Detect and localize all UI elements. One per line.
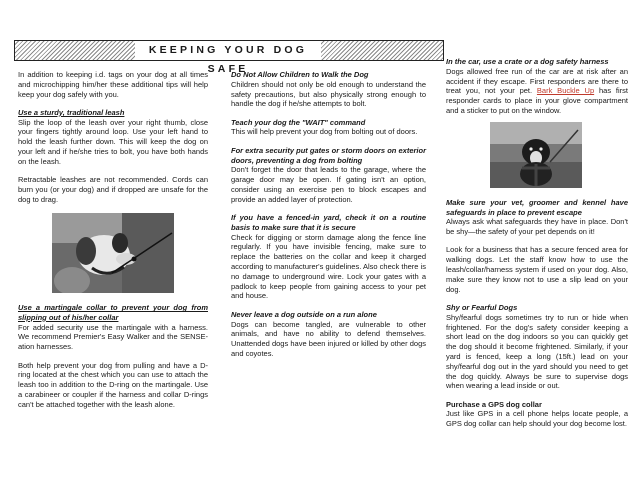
bark-buckle-up-link[interactable]: Bark Buckle Up [536,86,595,96]
column-right [446,57,628,438]
car-body-a: Dogs allowed free run of the car are at risk after an accident if they escape. First responders are there to treat you, not your pet. [446,66,628,96]
column-middle [231,70,426,367]
leash-body: Slip the loop of the leash over your right thumb, close your fingers tightly around loop. Use your left hand to hold the leash further down. This will keep the dog on your left and if he/she tries to bolt, you have both hands on the leash. [18,117,208,166]
retractable-paragraph: Retractable leashes are not recommended. Cords can burn you (or your dog) and if dropped are unsafe for the dog to drag. [18,175,208,204]
wait-section [231,118,426,138]
gps-section [446,400,628,429]
column-left [18,70,208,418]
martingale-body: For added security use the martingale with a harness. We recommend Premier's Easy Walker and the SENSE-ation harnesses. [18,322,208,352]
martingale-heading: Use a martingale collar to prevent your dog from slipping out of his/her collar [18,303,208,322]
fence-heading: If you have a fenced-in yard, check it on a routine basis to make sure that it is secure [231,213,426,232]
shy-section [446,303,628,391]
outside-heading: Never leave a dog outside on a run alone [231,309,377,319]
wait-body: This will help prevent your dog from bolting out of doors. [231,127,418,137]
gates-heading: For extra security put gates or storm doors on exterior doors, preventing a dog from bolting [231,145,426,165]
gps-body: Just like GPS in a cell phone helps locate people, a GPS dog collar can help should your dog become lost. [446,409,628,429]
vet-section [446,198,628,237]
gps-heading: Purchase a GPS dog collar [446,399,542,409]
intro-paragraph: In addition to keeping i.d. tags on your dog at all times and microchipping him/her these additional tips will help keep your dog safely with you. [18,70,208,99]
gates-section [231,146,426,205]
children-body: Children should not only be old enough to understand the safety precautions, but also physically strong enough to handle the dog if he/she attempts to bolt. [231,79,426,109]
fence-body: Check for digging or storm damage along the fence line regularly. If you have invisible fencing, make sure to replace the batteries on the collar and keep it charged according to manufacturer's guidelines. Also check there is no damage to underground wire. Lock your gates with a padlock to keep people from gaining access to your pet and house. [231,232,426,301]
martingale-section [18,303,208,352]
outside-section [231,310,426,359]
car-section [446,57,628,116]
children-section [231,70,426,109]
dog-car-harness-photo [490,122,582,188]
gates-body: Don't forget the door that leads to the garage, where the garage door may be open. If gating isn't an option, consider using an exercise pen to block escapes and provide an added layer of protection. [231,165,426,204]
dring-paragraph: Both help prevent your dog from pulling and have a D-ring located at the chest which you can use to attach the leash too in addition to the D-ring on the martingale. Use a carabineer or coupler if the harness and collar D-rings can't be attached together with the leash alone. [18,360,208,409]
outside-body: Dogs can become tangled, are vulnerable to other animals, and have no ability to defend themselves. Unattended dogs have been injured or killed by other dogs and coyotes. [231,319,426,358]
car-heading: In the car, use a crate or a dog safety harness [446,57,609,66]
wait-heading: Teach your dog the "WAIT" command [231,117,366,127]
page-title: KEEPING YOUR DOG SAFE [135,41,321,60]
leash-section [18,108,208,167]
children-heading: Do Not Allow Children to Walk the Dog [231,70,369,79]
shy-heading: Shy or Fearful Dogs [446,302,518,312]
fence-section [231,213,426,301]
shy-body: Shy/fearful dogs sometimes try to run or hide when frightened. For the dog's safety consider keeping a short lead on the dog indoors so you can quickly get the dog should it become frightened. Similarly, if your yard is fenced, keep a long (15ft.) lead on your shy/fearful dog out in the yard should you need to get the dog quickly. Always be sure to supervise dogs when wearing a lead inside or out. [446,312,628,391]
vet-heading: Make sure your vet, groomer and kennel have safeguards in place to prevent escape [446,197,628,217]
vet-body: Always ask what safeguards they have in place. Don't be shy—the safety of your pet depends on it! [446,217,628,237]
business-paragraph: Look for a business that has a secure fenced area for walking dogs. Let the staff know how to use the leash/collar/harness system if used on your dog. Also, make sure they know not to use a slip lead on your dog. [446,245,628,294]
leash-heading: Use a sturdy, traditional leash [18,107,125,117]
dog-martingale-photo [52,213,174,293]
car-body-b: has first responder cards to place in your glove compartment and a sticker to put on the window. [446,86,628,115]
